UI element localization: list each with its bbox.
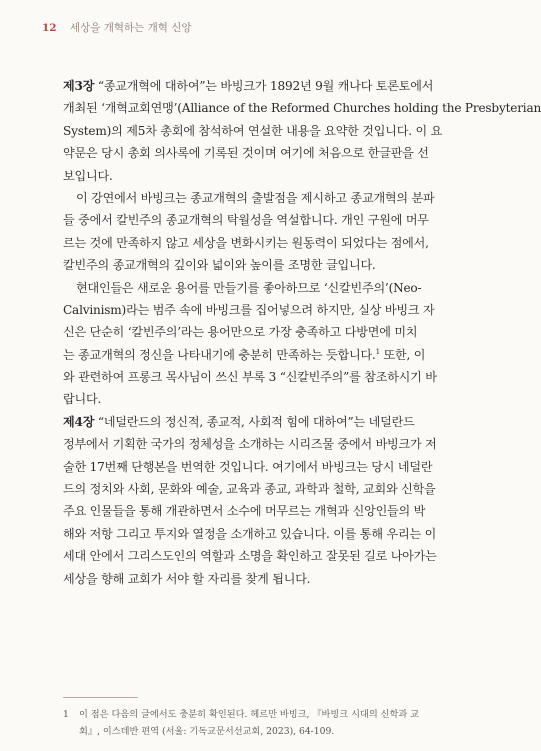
footnote-text: 회』, 이스데반 편역 (서울: 기독교문서선교회, 2023), 64-109.: [79, 726, 335, 737]
footnote-marker: 1: [63, 709, 69, 720]
footnote-divider: [63, 697, 138, 698]
page-number: 12: [42, 22, 57, 34]
text-line: [63, 500, 467, 522]
line-text: 보입니다.: [63, 168, 113, 183]
line-text: 술한 17번째 단행본을 번역한 것입니다. 여기에서 바빙크는 당시 네덜란: [63, 459, 433, 474]
line-text: 신은 단순히 ‘칼빈주의’라는 용어만으로 가장 충족하고 다방면에 미치: [63, 325, 418, 340]
line-text: 들 중에서 칼빈주의 종교개혁의 탁월성을 역설합니다. 개인 구원에 머무: [63, 213, 429, 228]
chapter-label: 제3장: [63, 79, 95, 93]
main-text: [63, 75, 541, 590]
footnote: [63, 706, 467, 740]
text-line: [63, 254, 467, 276]
paragraph: [63, 277, 467, 411]
text-line: [63, 433, 467, 455]
paragraph: [63, 187, 467, 277]
line-text: System)의 제5차 총회에 참석하여 연설한 내용을 요약한 것입니다. 이 요: [63, 123, 443, 138]
text-line: [63, 232, 467, 254]
text-line: [63, 411, 467, 433]
text-line: [63, 209, 467, 231]
line-text: 현대인들은 새로운 용어를 만들기를 좋아하므로 ‘신칼빈주의’(Neo-: [76, 280, 422, 295]
line-text: 해와 저항 그리고 투지와 열정을 소개하고 있습니다. 이를 통해 우리는 이: [63, 526, 437, 541]
line-text: 개최된 ‘개혁교회연맹’(Alliance of the Reformed Churches holding the Presbyterian: [63, 101, 541, 116]
line-text: “네덜란드의 정신적, 종교적, 사회적 힘에 대하여”는 네덜란드: [94, 414, 415, 429]
text-line: [63, 120, 467, 142]
text-line: [63, 299, 467, 321]
text-line: [63, 344, 467, 366]
footnote-line: [63, 706, 467, 723]
line-text: 세상을 향해 교회가 서야 할 자리를 찾게 됩니다.: [63, 571, 311, 586]
footnote-text: 이 점은 다음의 글에서도 충분히 확인된다. 헤르만 바빙크, 『바빙크 시대의 신학과 교: [79, 709, 420, 720]
text-line: [63, 277, 467, 299]
line-text: 또한, 이: [379, 347, 426, 362]
line-text: 약문은 당시 총회 의사록에 기록된 것이며 여기에 처음으로 한글판을 선: [63, 146, 429, 161]
text-line: [63, 321, 467, 343]
text-line: [63, 187, 467, 209]
paragraph: [63, 75, 541, 187]
text-line: [63, 523, 467, 545]
line-text: 랍니다.: [63, 392, 102, 407]
text-line: [63, 142, 467, 164]
text-line: [63, 478, 467, 500]
text-line: [63, 165, 467, 187]
line-text: 주요 인물들을 통해 개관하면서 소수에 머무르는 개혁과 신앙인들의 박: [63, 504, 426, 519]
paragraph: [63, 411, 467, 590]
line-text: “종교개혁에 대하여”는 바빙크가 1892년 9월 캐나다 토론토에서: [94, 79, 434, 93]
line-text: 정부에서 기획한 국가의 정체성을 소개하는 시리즈물 중에서 바빙크가 저: [63, 437, 437, 452]
running-header: [42, 20, 192, 35]
footnote-ref[interactable]: 1: [375, 347, 380, 356]
text-line: [63, 388, 467, 410]
line-text: Calvinism)라는 범주 속에 바빙크를 집어넣으려 하지만, 실상 바빙크 자: [63, 302, 435, 317]
line-text: 세대 안에서 그리스도인의 역할과 소명을 확인하고 잘못된 길로 나아가는: [63, 549, 437, 564]
text-line: [63, 75, 467, 97]
line-text: 르는 것에 만족하지 않고 세상을 변화시키는 원동력이 되었다는 점에서,: [63, 235, 429, 250]
running-title: 세상을 개혁하는 개혁 신앙: [69, 22, 192, 34]
text-line: [63, 568, 467, 590]
line-text: 이 강연에서 바빙크는 종교개혁의 출발점을 제시하고 종교개혁의 분파: [76, 190, 435, 205]
chapter-label: 제4장: [63, 414, 95, 429]
text-line: [63, 97, 541, 119]
footnote-line: [63, 723, 467, 740]
text-line: [63, 545, 467, 567]
text-line: [63, 456, 467, 478]
line-text: 는 종교개혁의 정신을 나타내기에 충분히 만족하는 듯합니다.: [63, 347, 376, 362]
line-text: 칼빈주의 종교개혁의 깊이와 넓이와 높이를 조명한 글입니다.: [63, 258, 376, 273]
line-text: 와 관련하여 프롱크 목사님이 쓰신 부록 3 “신칼빈주의”를 참조하시기 바: [63, 370, 437, 385]
line-text: 드의 정치와 사회, 문화와 예술, 교육과 종교, 과학과 철학, 교회와 신학을: [63, 482, 436, 497]
text-line: [63, 366, 467, 388]
